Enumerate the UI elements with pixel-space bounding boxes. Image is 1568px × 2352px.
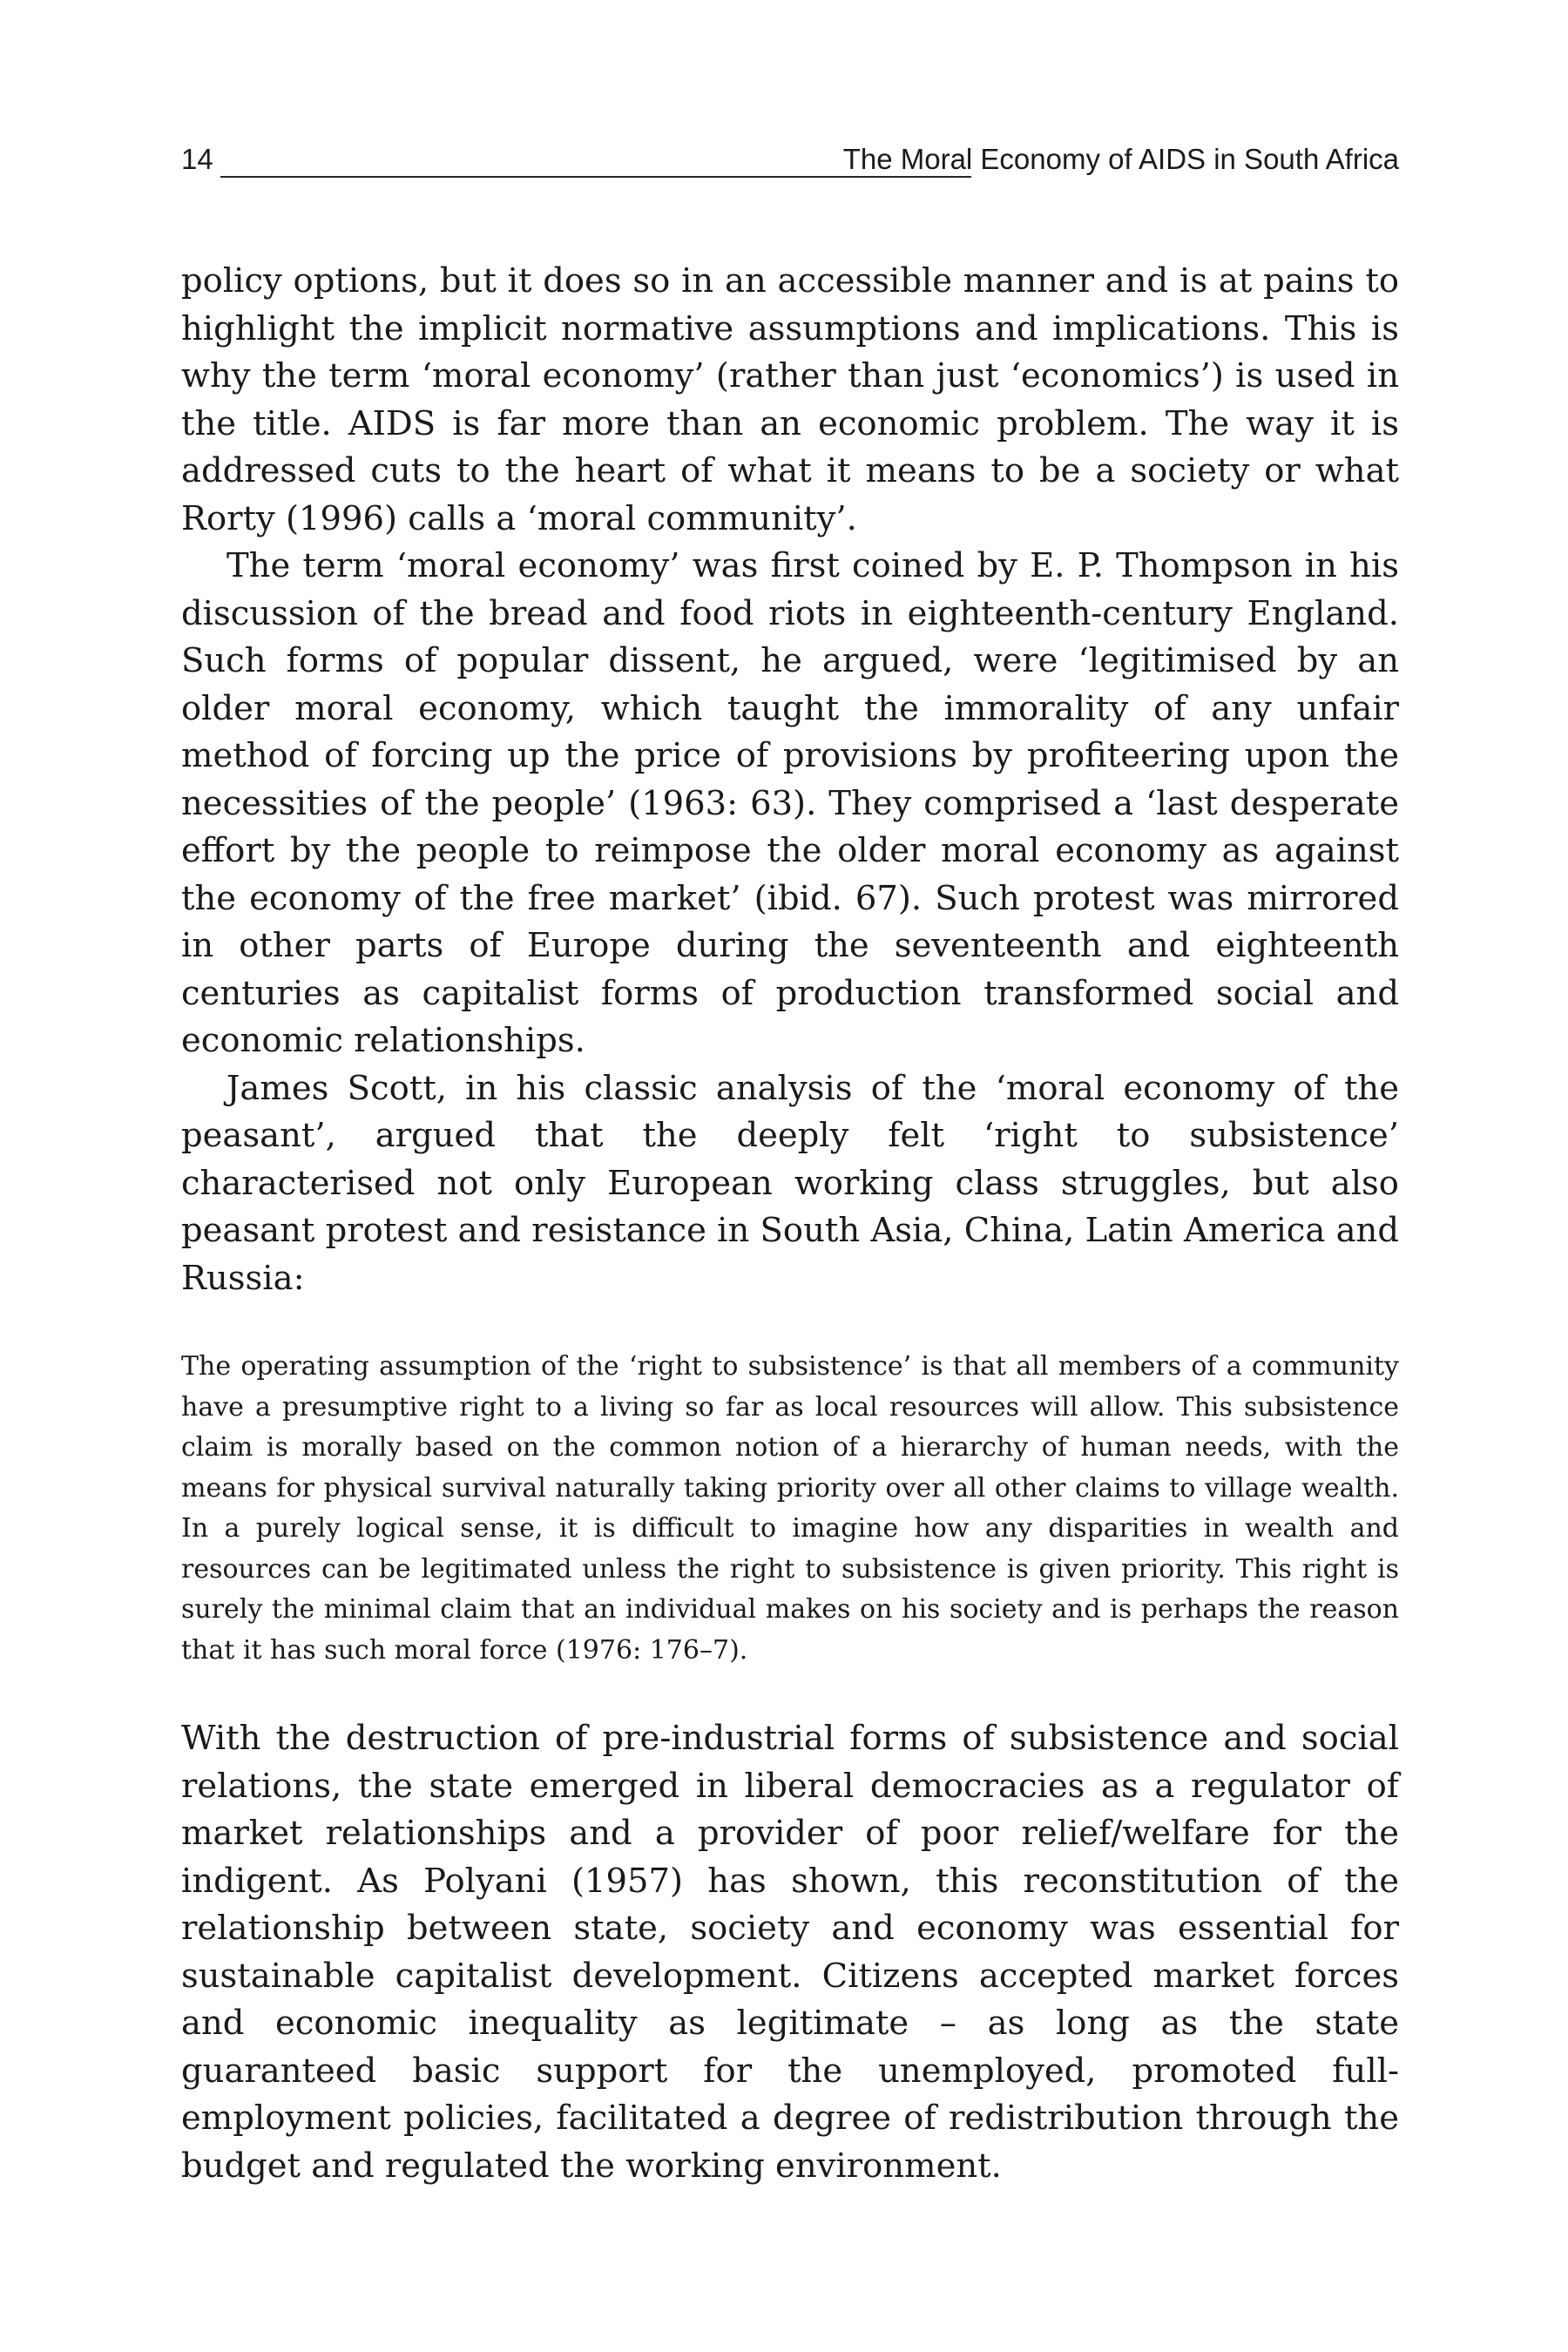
running-head [181, 131, 1399, 183]
header-rule [220, 176, 971, 178]
running-title: The Moral Economy of AIDS in South Africa [842, 143, 1399, 175]
paragraph-1: policy options, but it does so in an accessible manner and is at pains to highlight the implicit normative assumptions and implications. This is why the term ‘moral economy’ (rather than just ‘economics’) is used in the title. AIDS is far more than an economic problem. The way it is addressed cuts to the heart of what it means to be a society or what Rorty (1996) calls a ‘moral community’. [181, 261, 1399, 538]
paragraph-4: With the destruction of pre-industrial forms of subsistence and social relations, the state emerged in liberal democracies as a regulator of market relationships and a provider of poor relief/welfare for the indigent. As Polyani (1957) has shown, this reconstitution of the relationship between state, society and economy was essential for sustainable capitalist development. Citizens accepted market forces and economic inequality as legitimate – as long as the state guaranteed basic support for the unemployed, promoted full-employment policies, facilitated a degree of redistribution through the budget and regulated the working environment. [181, 1719, 1399, 2186]
block-quote-text: The operating assumption of the ‘right to subsistence’ is that all members of a community have a presumptive right to a living so far as local resources will allow. This subsistence claim is morally based on the common notion of a hierarchy of human needs, with the means for physical survival naturally taking priority over all other claims to village wealth. In a purely logical sense, it is difficult to imagine how any disparities in wealth and resources can be legitimated unless the right to subsistence is given priority. This right is surely the minimal claim that an individual makes on his society and is perhaps the reason that it has such moral force (1976: 176–7). [181, 1351, 1399, 1666]
body-text [181, 258, 1399, 2190]
paragraph-2: The term ‘moral economy’ was first coined by E. P. Thompson in his discussion of the bread and food riots in eighteenth-century England. Such forms of popular dissent, he argued, were ‘legitimised by an older moral economy, which taught the immorality of any unfair method of forcing up the price of provisions by profiteering upon the necessities of the people’ (1963: 63). They comprised a ‘last desperate effort by the people to reimpose the older moral economy as against the economy of the free market’ (ibid. 67). Such protest was mirrored in other parts of Europe during the seventeenth and eighteenth centuries as capitalist forms of production transformed social and economic relationships. [181, 546, 1399, 1060]
page-number: 14 [181, 143, 213, 175]
paragraph-3: James Scott, in his classic analysis of the ‘moral economy of the peasant’, argued that the deeply felt ‘right to subsistence’ characterised not only European working class struggles, but also peasant protest and resistance in South Asia, China, Latin America and Russia: [181, 1068, 1399, 1298]
book-page [181, 131, 1399, 2190]
block-quote [181, 1347, 1399, 1671]
